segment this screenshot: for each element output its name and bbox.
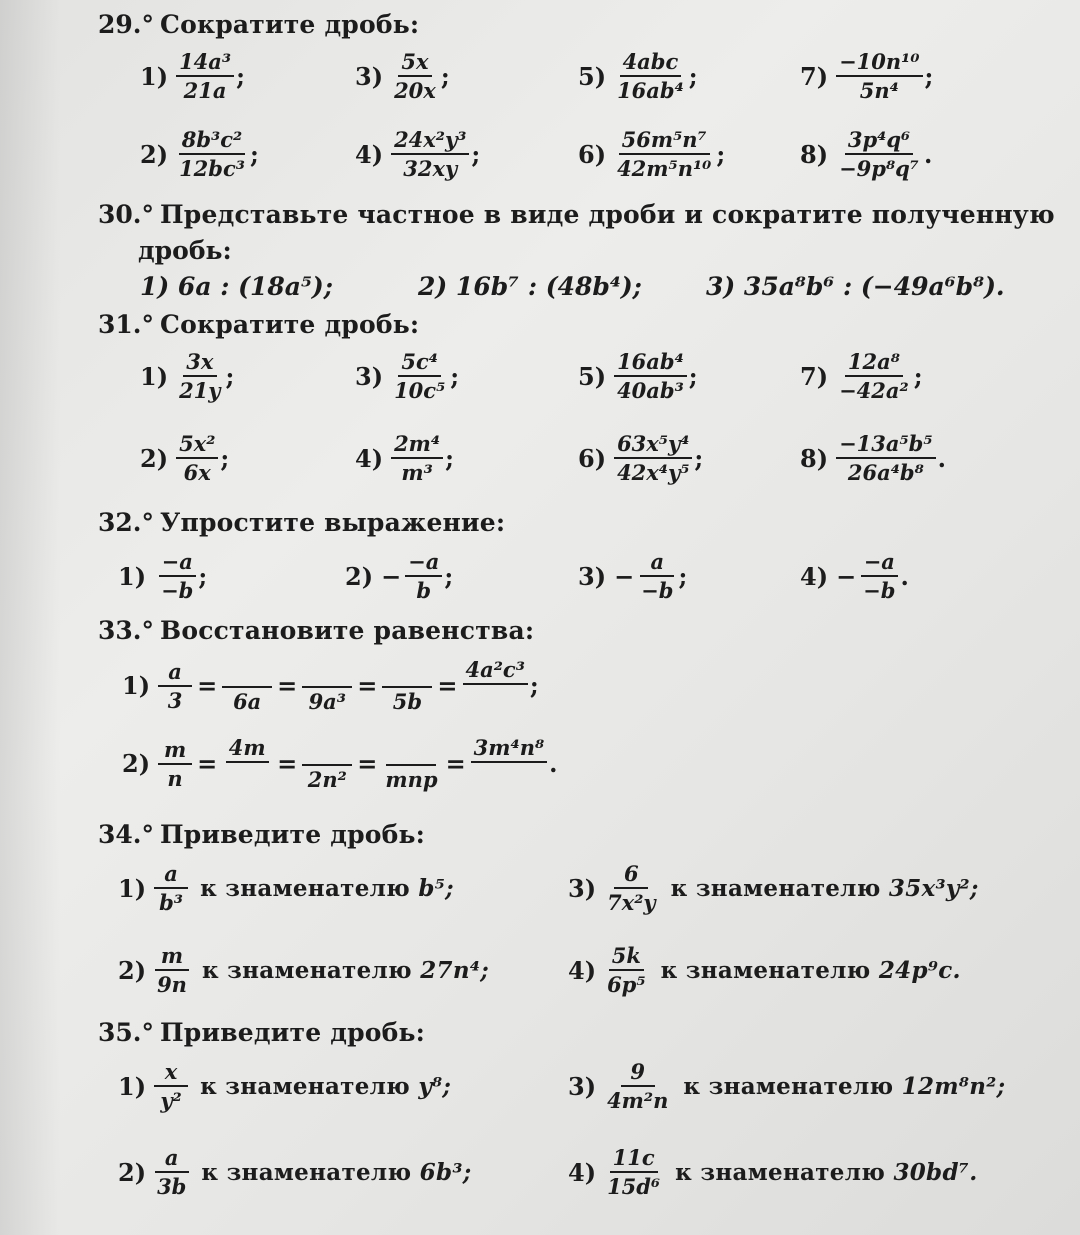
fraction: $\frac{-a}{b}$ (405, 550, 442, 602)
task-title: Приведите дробь: (160, 1018, 426, 1047)
task-34-item-4: 4) $\frac{5k}{\text{6p⁵}}$ к знаменателю 24p⁹c. (568, 943, 961, 998)
task-title: Восстановите равенства: (160, 616, 535, 645)
task-33-equality-1: 1) $\frac{a}{3}$ = 6a = 9a³ = 5b = 4a²c³ ; (122, 657, 539, 715)
fraction: $\frac{\text{5c⁴}}{\text{10c⁵}}$ (394, 349, 446, 404)
task-number: 31.° (98, 310, 154, 339)
task-32-item-4: 4) − $\frac{-a}{-b}$ . (800, 549, 909, 604)
fraction: $\frac{\text{56m⁵n⁷}}{\text{42m⁵n¹⁰}}$ (617, 127, 712, 182)
fraction: $\frac{a}{-b}$ (641, 549, 674, 604)
task-number: 34.° (98, 820, 154, 849)
fraction: $\frac{m}{n}$ (158, 738, 192, 790)
task-34-item-1: 1) $\frac{a}{\text{b³}}$ к знаменателю b⁵; (118, 861, 454, 916)
task-31-item-8: 8) $\frac{\text{−13a⁵b⁵}}{\text{26a⁴b⁸}}$ . (800, 431, 946, 486)
task-34-heading (98, 820, 425, 849)
task-31-item-2: 2) $\frac{\text{5x²}}{6x}$ ; (140, 431, 230, 486)
fraction: $\frac{a}{3}$ (158, 660, 192, 712)
task-35-item-4: 4) $\frac{11c}{\text{15d⁶}}$ к знаменателю 30bd⁷. (568, 1145, 978, 1200)
task-31-item-3: 3) $\frac{\text{5c⁴}}{\text{10c⁵}}$ ; (355, 349, 460, 404)
task-29-item-5: 5) $\frac{\text{4abc}}{\text{16ab⁴}}$ ; (578, 49, 698, 104)
task-29-heading (98, 10, 419, 39)
blank-slot (389, 736, 433, 758)
fraction: $\frac{\text{5x²}}{6x}$ (176, 432, 218, 484)
task-30-heading (98, 200, 1055, 229)
blank-slot (487, 765, 531, 787)
blank-slot (385, 658, 429, 680)
fraction: $\frac{9}{\text{4m²n}}$ (607, 1059, 669, 1114)
task-33-heading (98, 616, 534, 645)
task-29-item-1: 1) $\frac{\text{14a³}}{21a}$ ; (140, 49, 245, 104)
task-title: Приведите дробь: (160, 820, 426, 849)
fraction: $\frac{\text{63x⁵y⁴}}{\text{42x⁴y⁵}}$ (614, 432, 692, 484)
task-number: 33.° (98, 616, 154, 645)
fraction: $\frac{6}{\text{7x²y}}$ (607, 861, 656, 916)
task-30-item-1: 1) 6a : (18a⁵); (140, 272, 333, 301)
task-31-item-4: 4) $\frac{\text{2m⁴}}{\text{m³}}$ ; (355, 431, 454, 486)
fraction: $\frac{-a}{-b}$ (860, 550, 898, 602)
blank-slot (225, 658, 269, 680)
task-29-item-3: 3) $\frac{5x}{20x}$ ; (355, 49, 450, 104)
fraction: $\frac{3x}{21y}$ (179, 349, 221, 404)
fraction: $\frac{\text{8b³c²}}{\text{12bc³}}$ (179, 127, 245, 182)
task-29-item-7: 7) $\frac{\text{−10n¹⁰}}{\text{5n⁴}}$ ; (800, 49, 934, 104)
fraction: $\frac{a}{3b}$ (154, 1146, 189, 1198)
fraction: 5b (382, 658, 432, 713)
task-32-heading (98, 508, 505, 537)
fraction: 9a³ (302, 658, 352, 713)
task-32-item-3: 3) − $\frac{a}{-b}$ ; (578, 549, 688, 604)
task-34-item-3: 3) $\frac{6}{\text{7x²y}}$ к знаменателю 35x³y²; (568, 861, 979, 916)
task-31-item-6: 6) $\frac{\text{63x⁵y⁴}}{\text{42x⁴y⁵}}$ ; (578, 431, 704, 486)
fraction: $\frac{\text{3p⁴q⁶}}{\text{−9p⁸q⁷}}$ (839, 127, 920, 182)
task-35-item-1: 1) $\frac{x}{\text{y²}}$ к знаменателю y⁸; (118, 1059, 452, 1114)
task-30-item-3: 3) 35a⁸b⁶ : (−49a⁶b⁸). (706, 272, 1005, 301)
task-number: 32.° (98, 508, 154, 537)
fraction: $\frac{\text{4abc}}{\text{16ab⁴}}$ (617, 49, 684, 104)
task-31-item-7: 7) $\frac{\text{12a⁸}}{\text{−42a²}}$ ; (800, 349, 923, 404)
task-29-item-6: 6) $\frac{\text{56m⁵n⁷}}{\text{42m⁵n¹⁰}}$ ; (578, 127, 726, 182)
fraction: $\frac{\text{12a⁸}}{\text{−42a²}}$ (839, 349, 909, 404)
fraction: $\frac{5x}{20x}$ (394, 49, 436, 104)
blank-slot (473, 687, 517, 709)
fraction: $\frac{-a}{-b}$ (158, 550, 196, 602)
task-title: Сократите дробь: (160, 10, 420, 39)
task-title: Сократите дробь: (160, 310, 420, 339)
task-32-item-1: 1) $\frac{-a}{-b}$ ; (118, 549, 208, 604)
blank-slot (305, 658, 349, 680)
fraction: $\frac{\text{16ab⁴}}{\text{40ab³}}$ (614, 350, 687, 402)
fraction: 6a (222, 658, 272, 713)
fraction: $\frac{\text{2m⁴}}{\text{m³}}$ (391, 432, 443, 484)
fraction: 4a²c³ (463, 658, 528, 713)
blank-slot (225, 765, 269, 787)
fraction: $\frac{\text{14a³}}{21a}$ (176, 50, 234, 102)
page-shadow (0, 0, 60, 1235)
task-30-title-continued: дробь: (138, 236, 232, 265)
task-title: Представьте частное в виде дроби и сократите полученную (160, 200, 1055, 229)
fraction: mnp (382, 736, 440, 791)
fraction: $\frac{x}{\text{y²}}$ (154, 1060, 188, 1112)
task-29-item-2: 2) $\frac{\text{8b³c²}}{\text{12bc³}}$ ; (140, 127, 259, 182)
task-31-heading (98, 310, 419, 339)
fraction: $\frac{\text{−13a⁵b⁵}}{\text{26a⁴b⁸}}$ (836, 432, 936, 484)
task-number: 35.° (98, 1018, 154, 1047)
fraction: $\frac{\text{−10n¹⁰}}{\text{5n⁴}}$ (836, 50, 922, 102)
task-29-item-8: 8) $\frac{\text{3p⁴q⁶}}{\text{−9p⁸q⁷}}$ . (800, 127, 933, 182)
task-30-item-2: 2) 16b⁷ : (48b⁴); (418, 272, 642, 301)
task-number: 29.° (98, 10, 154, 39)
task-title: Упростите выражение: (160, 508, 506, 537)
fraction: $\frac{5k}{\text{6p⁵}}$ (607, 943, 646, 998)
fraction: 4m (222, 736, 272, 791)
task-35-item-3: 3) $\frac{9}{\text{4m²n}}$ к знаменателю 12m⁸n²; (568, 1059, 1006, 1114)
fraction: $\frac{11c}{\text{15d⁶}}$ (607, 1145, 661, 1200)
task-32-item-2: 2) − $\frac{-a}{b}$ ; (345, 549, 454, 604)
fraction: 2n² (302, 736, 352, 791)
blank-slot (305, 736, 349, 758)
fraction: 3m⁴n⁸ (471, 736, 548, 791)
fraction: $\frac{m}{9n}$ (154, 944, 190, 996)
task-35-heading (98, 1018, 425, 1047)
task-31-item-1: 1) $\frac{3x}{21y}$ ; (140, 349, 235, 404)
task-29-item-4: 4) $\frac{\text{24x²y³}}{32xy}$ ; (355, 127, 481, 182)
task-31-item-5: 5) $\frac{\text{16ab⁴}}{\text{40ab³}}$ ; (578, 349, 698, 404)
task-number: 30.° (98, 200, 154, 229)
task-35-item-2: 2) $\frac{a}{3b}$ к знаменателю 6b³; (118, 1145, 472, 1200)
fraction: $\frac{\text{24x²y³}}{32xy}$ (391, 128, 469, 180)
fraction: $\frac{a}{\text{b³}}$ (154, 862, 188, 914)
task-33-equality-2: 2) $\frac{m}{n}$ = 4m = 2n² = mnp = 3m⁴n⁸ . (122, 735, 558, 793)
task-34-item-2: 2) $\frac{m}{9n}$ к знаменателю 27n⁴; (118, 943, 490, 998)
